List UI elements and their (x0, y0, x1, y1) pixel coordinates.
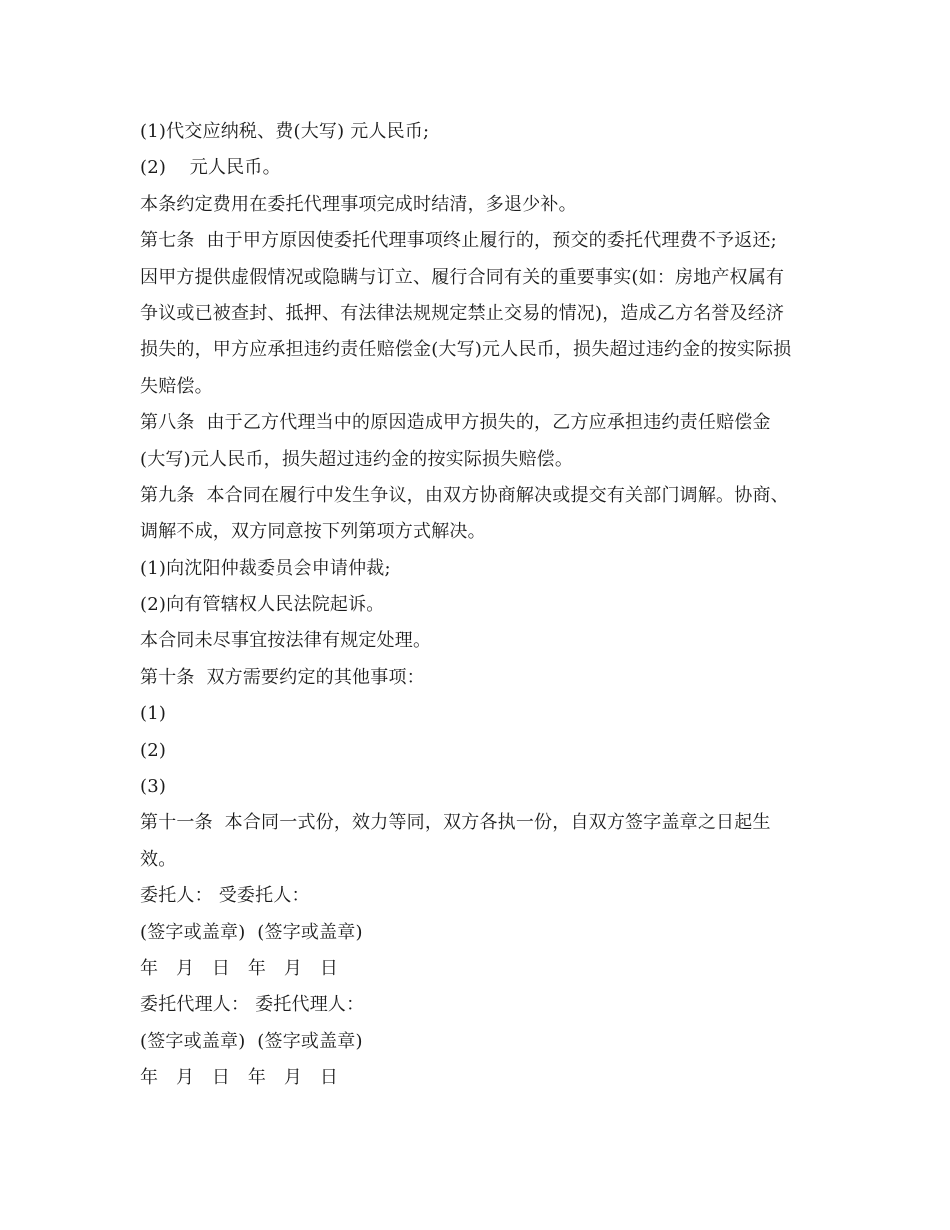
text-line: (3) (140, 776, 167, 798)
text-line: 委托人： 受委托人： (140, 885, 310, 907)
text-line: 年 月 日 年 月 日 (140, 1067, 339, 1089)
text-line: 委托代理人： 委托代理人： (140, 994, 365, 1016)
text-line: (大写)元人民币，损失超过违约金的按实际损失赔偿。 (140, 448, 574, 470)
text-line: 第七条 由于甲方原因使委托代理事项终止履行的，预交的委托代理费不予返还; (140, 230, 777, 252)
text-line: (2) 元人民币。 (140, 157, 281, 179)
text-line: 第九条 本合同在履行中发生争议，由双方协商解决或提交有关部门调解。协商、 (140, 484, 789, 506)
text-line: 本条约定费用在委托代理事项完成时结清，多退少补。 (140, 193, 577, 215)
text-line: 本合同未尽事宜按法律有规定处理。 (140, 630, 432, 652)
text-line: 效。 (140, 848, 177, 870)
text-line: 年 月 日 年 月 日 (140, 957, 339, 979)
text-line: 失赔偿。 (140, 375, 213, 397)
text-line: 争议或已被查封、抵押、有法律法规规定禁止交易的情况)，造成乙方名誉及经济 (140, 302, 785, 324)
text-line: (签字或盖章) (签字或盖章) (140, 921, 363, 943)
text-line: (1)代交应纳税、费(大写) 元人民币; (140, 121, 430, 142)
text-line: 第八条 由于乙方代理当中的原因造成甲方损失的，乙方应承担违约责任赔偿金 (140, 412, 771, 434)
text-line: 损失的，甲方应承担违约责任赔偿金(大写)元人民币，损失超过违约金的按实际损 (140, 339, 792, 361)
text-line: 第十一条 本合同一式份，效力等同，双方各执一份，自双方签字盖章之日起生 (140, 812, 771, 834)
text-line: 第十条 双方需要约定的其他事项： (140, 666, 425, 688)
text-line: (2) (140, 739, 167, 761)
text-line: (2)向有管辖权人民法院起诉。 (140, 594, 385, 616)
text-line: 因甲方提供虚假情况或隐瞒与订立、履行合同有关的重要事实(如：房地产权属有 (140, 266, 785, 288)
document-body (140, 114, 820, 1097)
text-line: 调解不成，双方同意按下列第项方式解决。 (140, 521, 486, 543)
text-line: (1)向沈阳仲裁委员会申请仲裁; (140, 557, 391, 579)
text-line: (1) (140, 703, 167, 725)
text-line: (签字或盖章) (签字或盖章) (140, 1030, 363, 1052)
